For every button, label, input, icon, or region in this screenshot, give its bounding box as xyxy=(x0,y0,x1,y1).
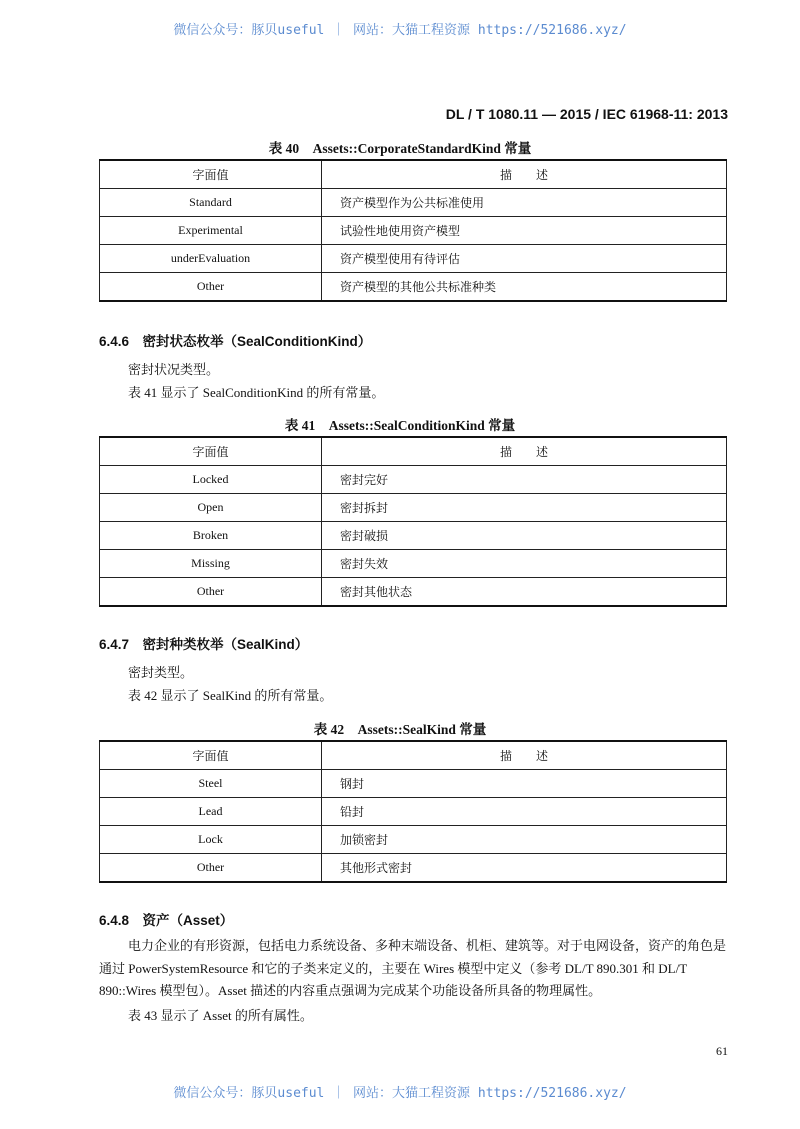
literal-cell: Other xyxy=(100,854,322,883)
table-row xyxy=(100,522,727,550)
literal-cell: Standard xyxy=(100,189,322,217)
literal-cell: 字面值 xyxy=(100,741,322,770)
table-row xyxy=(100,854,727,883)
s648-line2: 表 43 显示了 Asset 的所有属性。 xyxy=(128,1008,313,1023)
description-cell: 资产模型的其他公共标准种类 xyxy=(322,273,727,302)
s646-line2: 表 41 显示了 SealConditionKind 的所有常量。 xyxy=(128,385,385,400)
description-cell: 铅封 xyxy=(322,798,727,826)
table-row xyxy=(100,826,727,854)
literal-cell: Lead xyxy=(100,798,322,826)
description-cell: 试验性地使用资产模型 xyxy=(322,217,727,245)
description-cell: 资产模型使用有待评估 xyxy=(322,245,727,273)
section-6-4-7-heading: 6.4.7 密封种类枚举（SealKind） xyxy=(99,637,309,652)
table-row xyxy=(100,273,727,302)
literal-cell: 字面值 xyxy=(100,437,322,466)
description-cell: 加锁密封 xyxy=(322,826,727,854)
literal-cell: Experimental xyxy=(100,217,322,245)
literal-cell: Missing xyxy=(100,550,322,578)
description-cell: 密封其他状态 xyxy=(322,578,727,607)
literal-cell: Steel xyxy=(100,770,322,798)
s647-line1: 密封类型。 xyxy=(128,665,194,680)
table41-caption: 表 41 Assets::SealConditionKind 常量 xyxy=(284,418,516,433)
table-row xyxy=(100,770,727,798)
literal-cell: Other xyxy=(100,578,322,607)
s648-paragraph: 电力企业的有形资源，包括电力系统设备、多种末端设备、机柜、建筑等。对于电网设备，资产的角色是通过 PowerSystemResource 和它的子类来定义的，主要在 Wires 模型中定义（参考 DL/T 890.301 和 DL/T 890::Wires 模型包）。Asset 描述的内容重点强调为完成某个功能设备所具备的物理属性。 xyxy=(99,938,727,999)
table-row xyxy=(100,798,727,826)
table-header-row xyxy=(100,741,727,770)
description-cell: 其他形式密封 xyxy=(322,854,727,883)
page-number: 61 xyxy=(716,1044,728,1058)
watermark-bottom: 微信公众号：豚贝useful ｜ 网站：大猫工程资源 https://521686.xyz/ xyxy=(173,1086,627,1101)
table42 xyxy=(99,740,727,883)
watermark-top: 微信公众号：豚贝useful ｜ 网站：大猫工程资源 https://521686.xyz/ xyxy=(173,23,627,38)
literal-cell: 字面值 xyxy=(100,160,322,189)
table-row xyxy=(100,189,727,217)
table41 xyxy=(99,436,727,607)
section-6-4-8-heading: 6.4.8 资产（Asset） xyxy=(99,913,234,928)
description-cell: 密封破损 xyxy=(322,522,727,550)
literal-cell: underEvaluation xyxy=(100,245,322,273)
table40-caption: 表 40 Assets::CorporateStandardKind 常量 xyxy=(268,141,532,156)
literal-cell: Lock xyxy=(100,826,322,854)
table-row xyxy=(100,245,727,273)
table-row xyxy=(100,550,727,578)
table-row xyxy=(100,466,727,494)
description-cell: 描 述 xyxy=(322,437,727,466)
description-cell: 描 述 xyxy=(322,741,727,770)
table-row xyxy=(100,217,727,245)
literal-cell: Locked xyxy=(100,466,322,494)
description-cell: 资产模型作为公共标准使用 xyxy=(322,189,727,217)
description-cell: 密封拆封 xyxy=(322,494,727,522)
section-6-4-6-heading: 6.4.6 密封状态枚举（SealConditionKind） xyxy=(99,334,372,349)
table42-caption: 表 42 Assets::SealKind 常量 xyxy=(313,722,487,737)
table-header-row xyxy=(100,160,727,189)
table-header-row xyxy=(100,437,727,466)
s647-line2: 表 42 显示了 SealKind 的所有常量。 xyxy=(128,688,333,703)
description-cell: 密封失效 xyxy=(322,550,727,578)
literal-cell: Open xyxy=(100,494,322,522)
description-cell: 钢封 xyxy=(322,770,727,798)
literal-cell: Other xyxy=(100,273,322,302)
description-cell: 描 述 xyxy=(322,160,727,189)
table-row xyxy=(100,578,727,607)
description-cell: 密封完好 xyxy=(322,466,727,494)
literal-cell: Broken xyxy=(100,522,322,550)
s646-line1: 密封状况类型。 xyxy=(128,362,220,377)
running-header: DL / T 1080.11 — 2015 / IEC 61968-11: 2013 xyxy=(445,106,728,122)
table-row xyxy=(100,494,727,522)
table40 xyxy=(99,159,727,302)
